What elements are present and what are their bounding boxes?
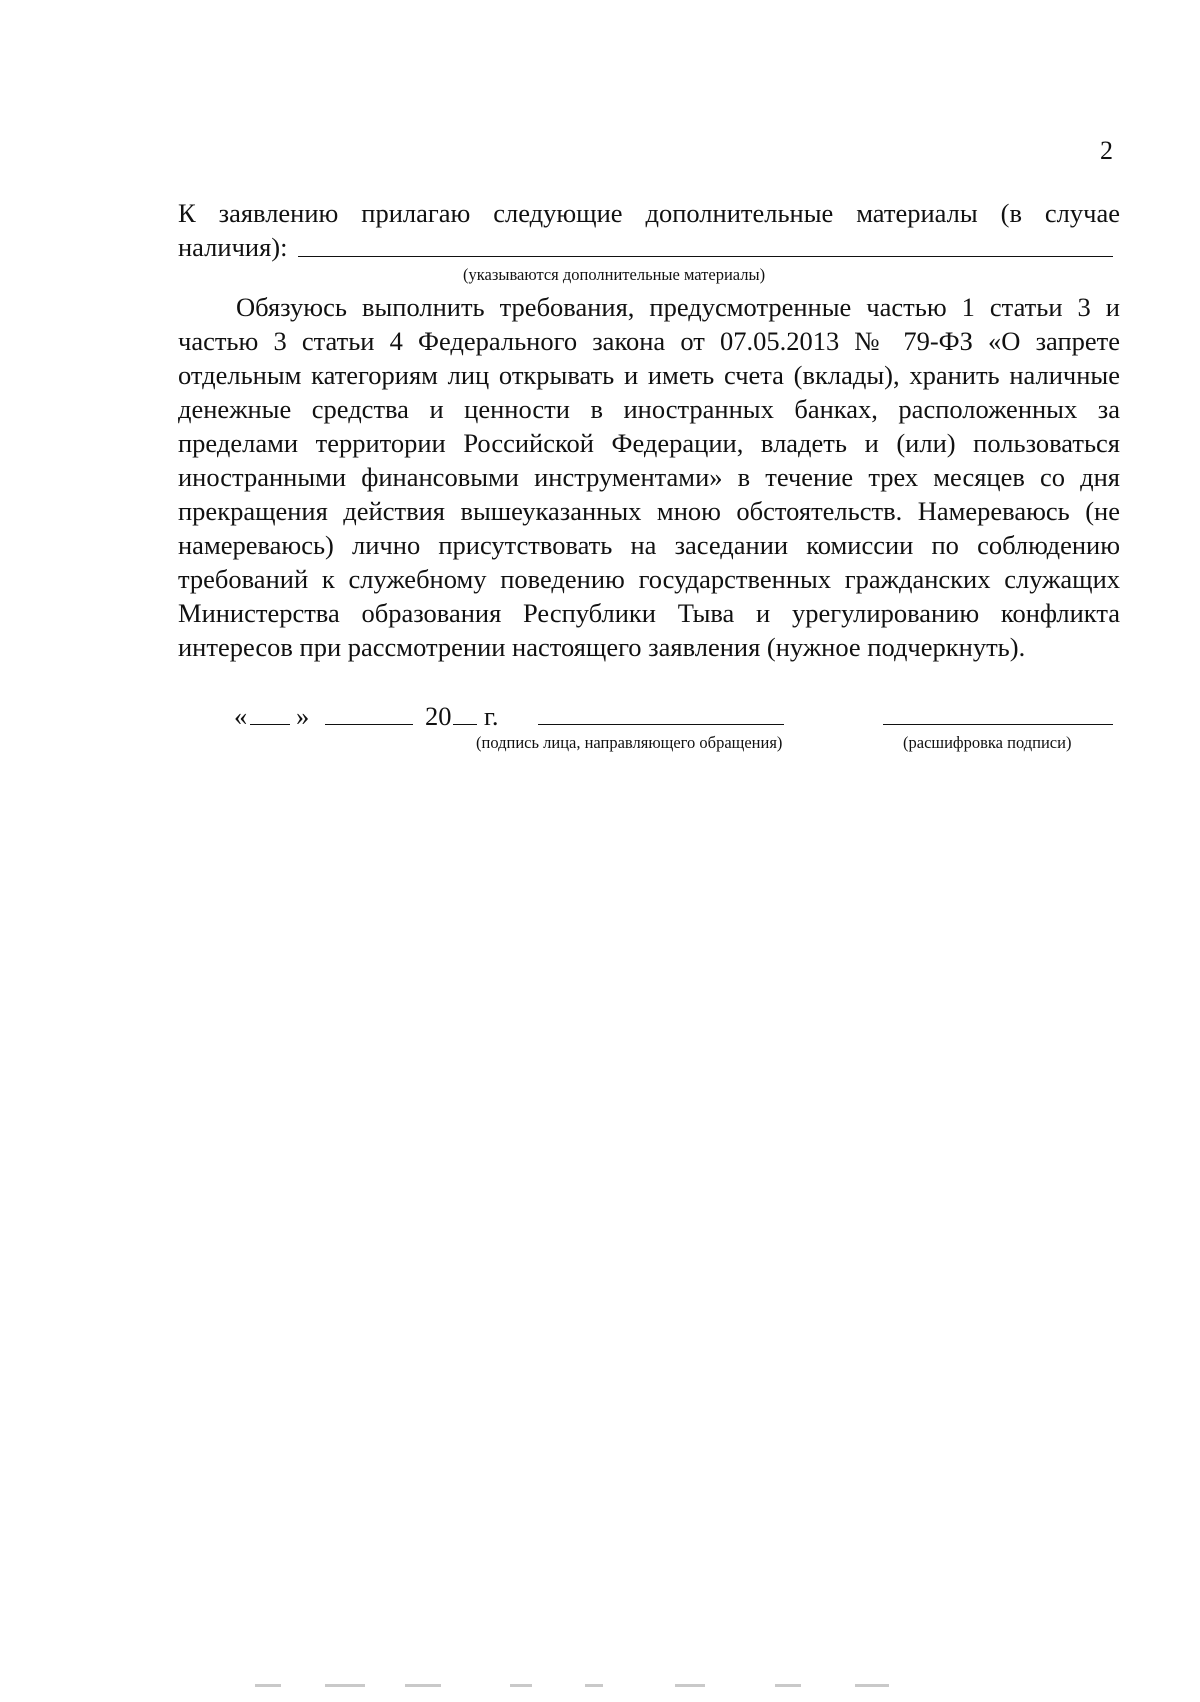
attachments-line-2	[178, 230, 1120, 264]
year-suffix: г.	[484, 701, 499, 731]
paragraph-line: требований к служебному поведению государственных гражданских служащих	[178, 564, 1120, 594]
decode-caption: (расшифровка подписи)	[903, 733, 1072, 752]
year-blank	[453, 724, 477, 725]
attachments-text-2: наличия):	[178, 232, 288, 262]
paragraph-line: Министерства образования Республики Тыва и урегулированию конфликта	[178, 598, 1120, 628]
paragraph-line: прекращения действия вышеуказанных мною обстоятельств. Намереваюсь (не	[178, 496, 1120, 526]
attachments-text-1: К заявлению прилагаю следующие дополнительные материалы (в случае	[178, 198, 1120, 228]
date-close-quote: »	[296, 701, 310, 731]
attachments-fill-line	[298, 256, 1113, 257]
attachments-caption: (указываются дополнительные материалы)	[463, 265, 766, 284]
paragraph-line: интересов при рассмотрении настоящего заявления (нужное подчеркнуть).	[178, 632, 1026, 662]
paragraph-line: иностранными финансовыми инструментами» в течение трех месяцев со дня	[178, 462, 1120, 492]
attachments-line-1	[178, 196, 1120, 230]
month-blank	[325, 724, 413, 725]
paragraph-line: намереваюсь) лично присутствовать на заседании комиссии по соблюдению	[178, 530, 1120, 560]
signature-blank	[538, 724, 784, 725]
scan-artifact-marks	[255, 1684, 955, 1688]
commitment-paragraph	[178, 290, 1120, 664]
year-prefix: 20	[425, 701, 452, 731]
decode-blank	[883, 724, 1113, 725]
day-blank	[250, 724, 290, 725]
paragraph-line: частью 3 статьи 4 Федерального закона от 07.05.2013 № 79-ФЗ «О запрете	[178, 326, 1120, 356]
paragraph-line: Обязуюсь выполнить требования, предусмотренные частью 1 статьи 3 и	[236, 292, 1120, 322]
paragraph-line: денежные средства и ценности в иностранных банках, расположенных за	[178, 394, 1120, 424]
paragraph-line: отдельным категориям лиц открывать и иметь счета (вклады), хранить наличные	[178, 360, 1120, 390]
date-open-quote: «	[234, 701, 248, 731]
signature-caption: (подпись лица, направляющего обращения)	[476, 733, 783, 752]
page-number: 2	[1100, 136, 1113, 165]
paragraph-line: пределами территории Российской Федерации, владеть и (или) пользоваться	[178, 428, 1120, 458]
